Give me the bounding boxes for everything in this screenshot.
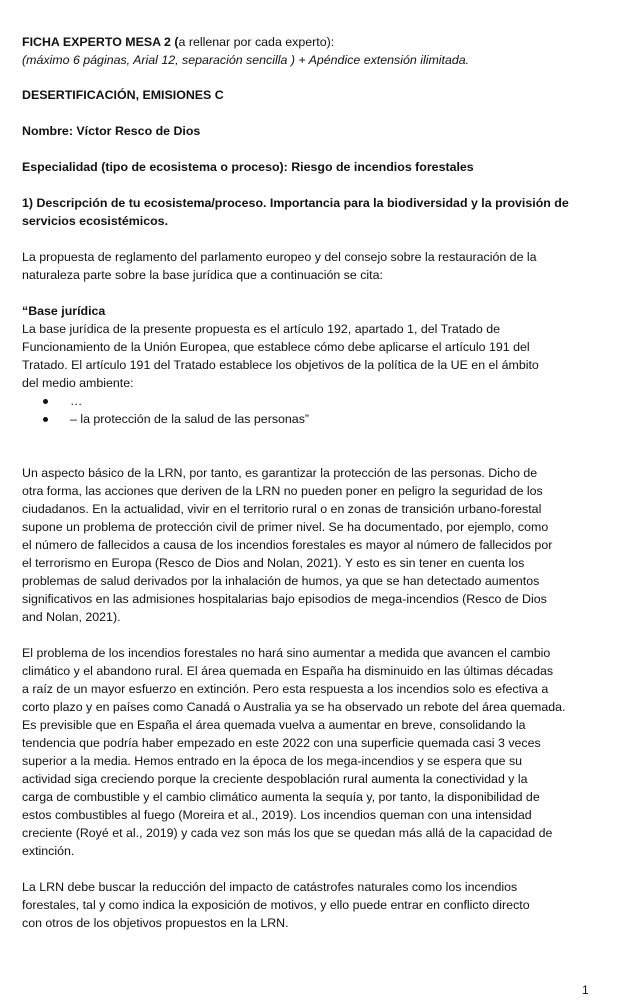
paragraph-line: tendencia que podría haber empezado en este 2022 con una superficie quemada casi 3 veces xyxy=(22,736,541,750)
paragraph-line: significativos en las admisiones hospitalarias bajo episodios de mega-incendios (Resco de Dios xyxy=(22,592,547,606)
form-title-rest: a rellenar por cada experto): xyxy=(178,35,335,49)
bullet-text: – la protección de la salud de las personas” xyxy=(70,412,310,426)
paragraph-line: otra forma, las acciones que deriven de la LRN no pueden poner en peligro la seguridad de los xyxy=(22,484,543,498)
paragraph-line: creciente (Royé et al., 2019) y cada vez son más los que se quedan más allá de la capacidad de xyxy=(22,826,553,840)
paragraph-line: La LRN debe buscar la reducción del impacto de catástrofes naturales como los incendios xyxy=(22,880,518,894)
paragraph-fire-problem xyxy=(22,644,590,860)
paragraph-line: el terrorismo en Europa (Resco de Dios and Nolan, 2021). Y esto es sin tener en cuenta los xyxy=(22,556,525,570)
paragraph-line: supone un problema de protección civil de primer nivel. Se ha documentado, por ejemplo, como xyxy=(22,520,549,534)
quote-line: Funcionamiento de la Unión Europea, que establece cómo debe aplicarse el artículo 191 del xyxy=(22,340,530,354)
paragraph-line: ciudadanos. En la actualidad, vivir en el territorio rural o en zonas de transición urbano-forestal xyxy=(22,502,542,516)
question-heading-line-1: 1) Descripción de tu ecosistema/proceso. Importancia para la biodiversidad y la provisión de xyxy=(22,196,569,210)
quote-heading: “Base jurídica xyxy=(22,304,106,318)
paragraph-line: forestales, tal y como indica la exposición de motivos, y ello puede entrar en conflicto directo xyxy=(22,898,530,912)
paragraph-line: carga de combustible y el cambio climático aumenta la sequía y, por tanto, la disponibilidad de xyxy=(22,790,540,804)
specialty: Especialidad (tipo de ecosistema o proceso): Riesgo de incendios forestales xyxy=(22,160,474,174)
paragraph-line: and Nolan, 2021). xyxy=(22,610,121,624)
paragraph-line: problemas de salud derivados por la inhalación de humos, ya que se han detectado aumentos xyxy=(22,574,540,588)
paragraph-line: a raíz de un mayor esfuerzo en extinción. Pero esta respuesta a los incendios solo es efectiva a xyxy=(22,682,549,696)
page-number: 1 xyxy=(582,983,589,997)
paragraph-line: El problema de los incendios forestales no hará sino aumentar a medida que avancen el cambio xyxy=(22,646,551,660)
paragraph-lrn-goals xyxy=(22,878,590,932)
legal-quote xyxy=(22,302,590,428)
paragraph-line: estos combustibles al fuego (Moreira et al., 2019). Los incendios queman con una intensidad xyxy=(22,808,532,822)
form-title xyxy=(22,33,590,51)
bullet-item xyxy=(22,410,590,428)
section-heading: DESERTIFICACIÓN, EMISIONES C xyxy=(22,88,224,102)
question-heading-line-2: servicios ecosistémicos. xyxy=(22,214,169,228)
intro-paragraph xyxy=(22,248,590,284)
document-page xyxy=(22,33,590,932)
quote-line: La base jurídica de la presente propuesta es el artículo 192, apartado 1, del Tratado de xyxy=(22,322,501,336)
paragraph-line: superior a la media. Hemos entrado en la época de los mega-incendios y se espera que su xyxy=(22,754,523,768)
form-title-bold: FICHA EXPERTO MESA 2 ( xyxy=(22,35,179,49)
paragraph-line: corto plazo y en países como Canadá o Australia ya se ha observado un rebote del área quemada. xyxy=(22,700,566,714)
paragraph-line: extinción. xyxy=(22,844,75,858)
paragraph-line: climático y el abandono rural. El área quemada en España ha disminuido en las últimas décadas xyxy=(22,664,554,678)
paragraph-line: con otros de los objetivos propuestos en la LRN. xyxy=(22,916,289,930)
paragraph-protection xyxy=(22,464,590,626)
paragraph-line: Es previsible que en España el área quemada vuelva a aumentar en breve, consolidando la xyxy=(22,718,526,732)
paragraph-line: La propuesta de reglamento del parlamento europeo y del consejo sobre la restauración de la xyxy=(22,250,537,264)
paragraph-line: naturaleza parte sobre la base jurídica que a continuación se cita: xyxy=(22,268,383,282)
bullet-dot-icon xyxy=(43,417,48,422)
form-instructions: (máximo 6 páginas, Arial 12, separación sencilla ) + Apéndice extensión ilimitada. xyxy=(22,53,470,67)
paragraph-line: actividad siga creciendo porque la creciente despoblación rural aumenta la conectividad y la xyxy=(22,772,528,786)
quote-line: del medio ambiente: xyxy=(22,376,134,390)
expert-name: Nombre: Víctor Resco de Dios xyxy=(22,124,201,138)
bullet-text: … xyxy=(70,394,83,408)
quote-line: Tratado. El artículo 191 del Tratado establece los objetivos de la política de la UE en el ámbito xyxy=(22,358,539,372)
paragraph-line: Un aspecto básico de la LRN, por tanto, es garantizar la protección de las personas. Dicho de xyxy=(22,466,538,480)
bullet-dot-icon xyxy=(43,399,48,404)
paragraph-line: el número de fallecidos a causa de los incendios forestales es mayor al número de fallecidos por xyxy=(22,538,553,552)
bullet-item xyxy=(22,392,590,410)
